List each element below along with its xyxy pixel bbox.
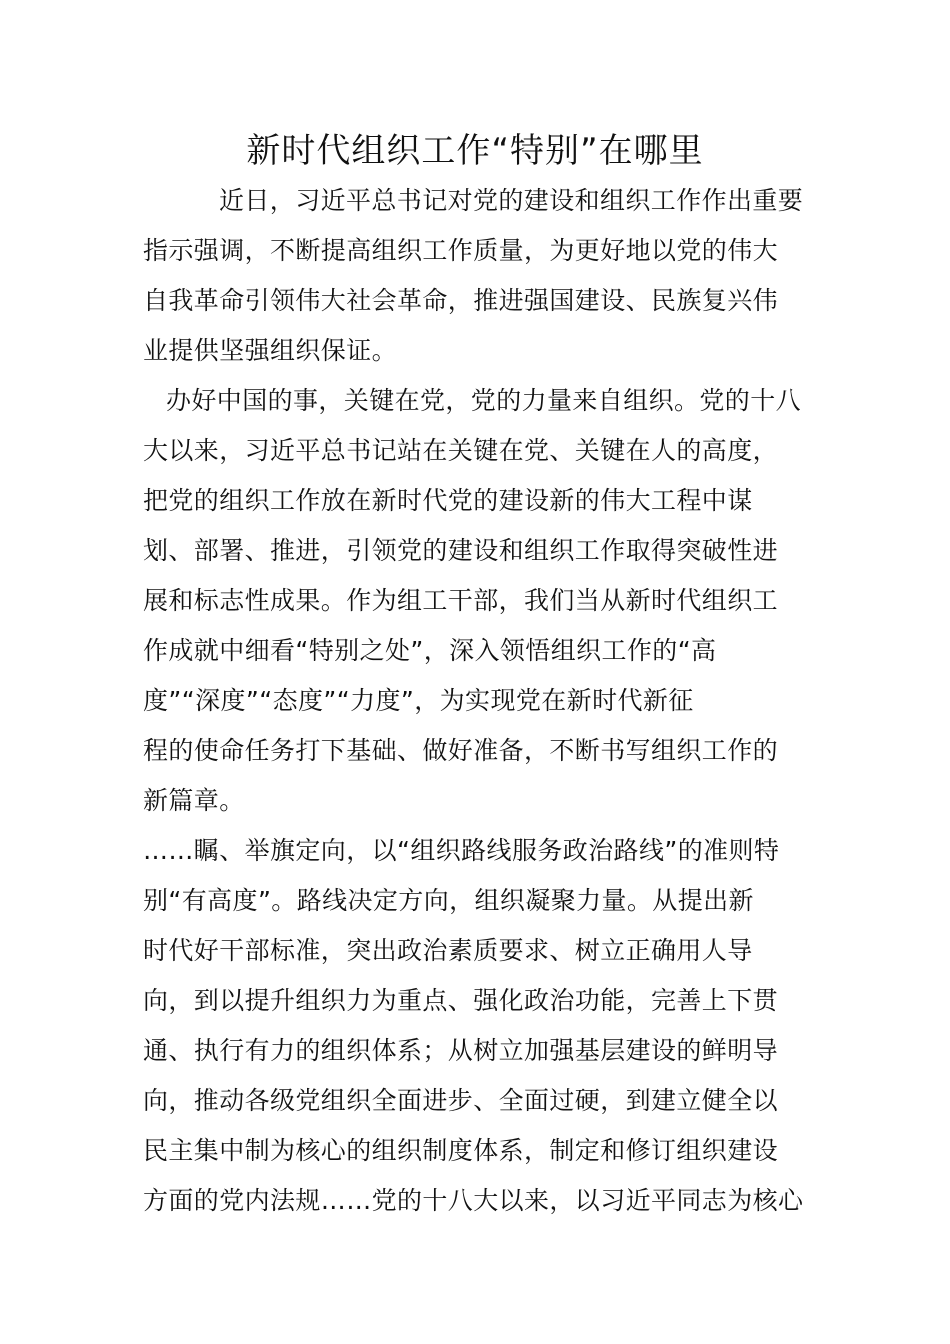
document-title: 新时代组织工作“特别”在哪里 [246,131,704,171]
paragraph-line: 向，到以提升组织力为重点、强化政治功能，完善上下贯 [143,986,779,1015]
paragraph-line: 民主集中制为核心的组织制度体系，制定和修订组织建设 [143,1136,779,1165]
paragraph-line: 大以来，习近平总书记站在关键在党、关键在人的高度， [143,436,779,465]
paragraph-line: 把党的组织工作放在新时代党的建设新的伟大工程中谋 [143,486,753,515]
paragraph-line: 展和标志性成果。作为组工干部，我们当从新时代组织工 [143,586,779,615]
paragraph-line: 新篇章。 [143,786,245,815]
paragraph-line: 别“有高度”。路线决定方向，组织凝聚力量。从提出新 [143,886,754,915]
paragraph-line: 指示强调，不断提高组织工作质量，为更好地以党的伟大 [143,236,779,265]
paragraph-line: 时代好干部标准，突出政治素质要求、树立正确用人导 [143,936,753,965]
paragraph-line: 程的使命任务打下基础、做好准备，不断书写组织工作的 [143,736,779,765]
paragraph-line: 办好中国的事，关键在党，党的力量来自组织。党的十八 [166,386,802,415]
paragraph-line: 作成就中细看“特别之处”，深入领悟组织工作的“高 [143,636,717,665]
paragraph-line: 业提供坚强组织保证。 [143,336,398,365]
paragraph-line: ……瞩、举旗定向，以“组织路线服务政治路线”的准则特 [143,836,780,865]
paragraph-line: 向，推动各级党组织全面进步、全面过硬，到建立健全以 [143,1086,779,1115]
paragraph-line: 通、执行有力的组织体系；从树立加强基层建设的鲜明导 [143,1036,779,1065]
paragraph-line: 度”“深度”“态度”“力度”，为实现党在新时代新征 [143,686,694,715]
paragraph-line: 近日，习近平总书记对党的建设和组织工作作出重要 [219,186,804,215]
paragraph-line: 划、部署、推进，引领党的建设和组织工作取得突破性进 [143,536,779,565]
paragraph-line: 方面的党内法规……党的十八大以来，以习近平同志为核心 [143,1186,804,1215]
document-body [143,176,813,1226]
paragraph-line: 自我革命引领伟大社会革命，推进强国建设、民族复兴伟 [143,286,779,315]
